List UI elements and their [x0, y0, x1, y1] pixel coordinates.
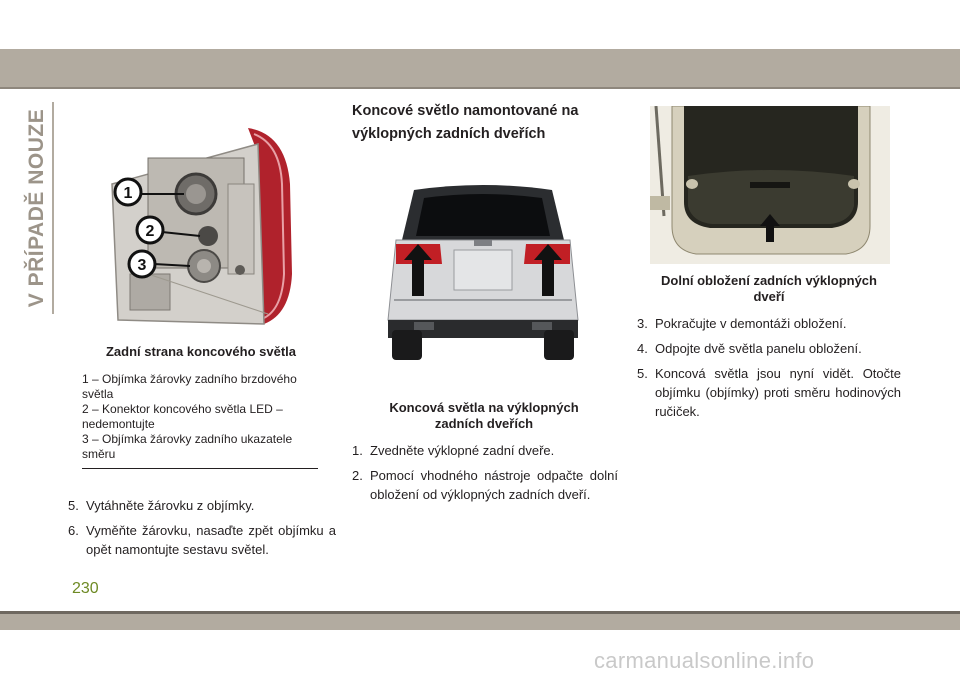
figure1-caption: Zadní strana koncového světla [105, 344, 296, 359]
step-text: Odpojte dvě světla panelu obložení. [655, 341, 862, 356]
taillight-back-illustration [108, 124, 294, 330]
step-number: 1. [352, 443, 363, 458]
page-number: 230 [72, 580, 99, 597]
callout-2: 2 [145, 223, 155, 240]
footer-band [0, 611, 960, 630]
taillight-back-image [108, 124, 294, 330]
callout-1: 1 [123, 185, 133, 202]
step-text: Pokračujte v demontáži obložení. [655, 316, 847, 331]
section-heading: Koncové světlo namontované na výklopných zadních dveřích [352, 103, 579, 142]
chapter-tab-label: V PŘÍPADĚ NOUZE [25, 108, 48, 308]
middle-steps-list [352, 441, 618, 510]
legend-item-3: 3 – Objímka žárovky zadního ukazatele směru [82, 432, 293, 461]
step-number: 4. [637, 341, 648, 356]
step-text: Pomocí vhodného nástroje odpačte dolní obložení od výklopných zadních dveří. [370, 468, 618, 502]
chapter-tab [24, 100, 50, 316]
list-item [352, 466, 618, 504]
figure3-caption: Dolní obložení zadních výklopných dveří [661, 273, 877, 304]
liftgate-trim-illustration [650, 106, 890, 264]
right-steps-list [637, 314, 901, 427]
figure2-caption: Koncová světla na výklopných zadních dveřích [389, 400, 579, 431]
callout-3: 3 [137, 257, 147, 274]
vehicle-rear-illustration [384, 180, 582, 362]
step-number: 3. [637, 316, 648, 331]
list-item [637, 339, 901, 358]
chapter-tab-rule [52, 102, 54, 314]
left-steps-list [68, 496, 336, 565]
legend-item-2: 2 – Konektor koncového světla LED – nedemontujte [82, 402, 283, 431]
list-item [68, 521, 336, 559]
list-item [352, 441, 618, 460]
list-item [637, 364, 901, 421]
step-number: 6. [68, 523, 79, 538]
figure1-legend [82, 372, 318, 462]
legend-item-1: 1 – Objímka žárovky zadního brzdového světla [82, 372, 297, 401]
step-text: Vyměňte žárovku, nasaďte zpět objímku a opět namontujte sestavu světel. [86, 523, 336, 557]
step-text: Zvedněte výklopné zadní dveře. [370, 443, 555, 458]
legend-divider [82, 468, 318, 469]
step-number: 5. [637, 366, 648, 381]
list-item [637, 314, 901, 333]
step-number: 5. [68, 498, 79, 513]
liftgate-taillights-image [384, 180, 582, 362]
watermark: carmanualsonline.info [594, 648, 815, 673]
step-number: 2. [352, 468, 363, 483]
step-text: Vytáhněte žárovku z objímky. [86, 498, 255, 513]
header-band [0, 49, 960, 87]
list-item [68, 496, 336, 515]
liftgate-trim-image [650, 106, 890, 264]
step-text: Koncová světla jsou nyní vidět. Otočte objímku (objímky) proti směru hodinových ručiček. [655, 366, 901, 419]
